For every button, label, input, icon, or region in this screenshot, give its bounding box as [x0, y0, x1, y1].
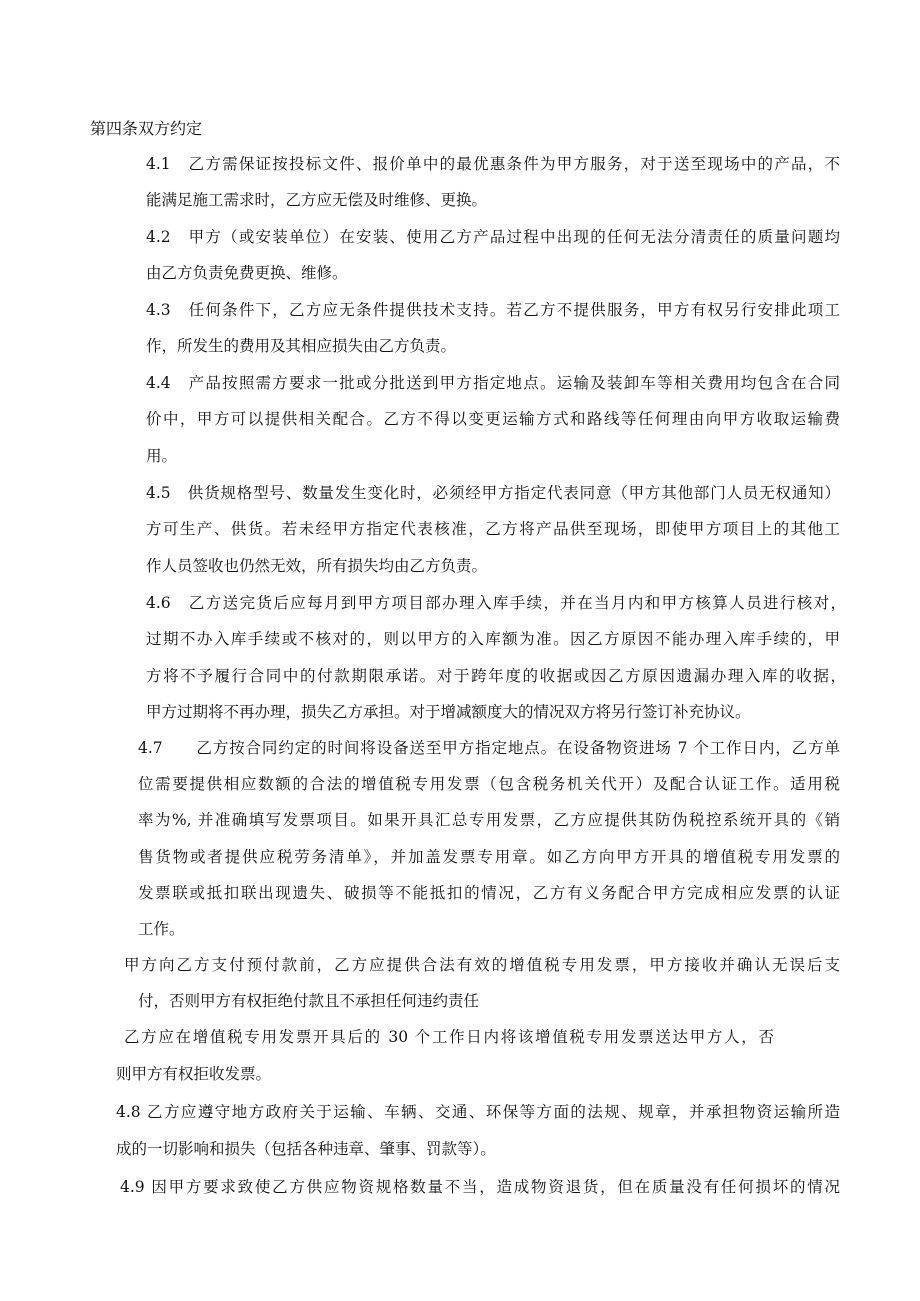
clause-4-7-line-3: 率为%, 并准确填写发票项目。如果开具汇总专用发票，乙方应提供其防伪税控系统开具的《销	[138, 811, 840, 829]
clause-4-1-line-2: 能满足施工需求时，乙方应无偿及时维修、更换。	[146, 191, 488, 209]
clause-4-5-line-1: 4.5 供货规格型号、数量发生变化时，必须经甲方指定代表同意（甲方其他部门人员无权通知）	[146, 484, 840, 502]
clause-4-7-line-6: 工作。	[138, 920, 185, 938]
invoice-delivery-line-2: 则甲方有权拒收发票。	[116, 1065, 272, 1083]
clause-4-6-line-2: 过期不办入库手续或不核对的，则以甲方的入库额为准。因乙方原因不能办理入库手续的，甲	[146, 630, 840, 648]
clause-4-6-line-4: 甲方过期将不再办理，损失乙方承担。对于增减额度大的情况双方将另行签订补充协议。	[146, 703, 751, 721]
clause-4-1-line-1: 4.1 乙方需保证按投标文件、报价单中的最优惠条件为甲方服务，对于送至现场中的产品，不	[146, 155, 840, 173]
section-heading: 第四条双方约定	[90, 119, 203, 138]
clause-4-7-line-2: 位需要提供相应数额的合法的增值税专用发票（包含税务机关代开）及配合认证工作。适用税	[138, 775, 840, 793]
clause-4-7-line-5: 发票联或抵扣联出现遗失、破损等不能抵扣的情况，乙方有义务配合甲方完成相应发票的认证	[138, 884, 840, 902]
clause-4-4-line-1: 4.4 产品按照需方要求一批或分批送到甲方指定地点。运输及装卸车等相关费用均包含在合同	[146, 374, 840, 392]
prepayment-line-2: 付，否则甲方有权拒绝付款且不承担任何违约责任	[138, 992, 480, 1010]
clause-4-7-line-4: 售货物或者提供应税劳务清单》，并加盖发票专用章。如乙方向甲方开具的增值税专用发票的	[138, 848, 840, 866]
prepayment-line-1: 甲方向乙方支付预付款前，乙方应提供合法有效的增值税专用发票，甲方接收并确认无误后支	[124, 956, 840, 974]
clause-4-2-line-2: 由乙方负责免费更换、维修。	[146, 264, 348, 282]
clause-4-3-line-1: 4.3 任何条件下，乙方应无条件提供技术支持。若乙方不提供服务，甲方有权另行安排此项工	[146, 301, 840, 319]
clause-4-2-line-1: 4.2 甲方（或安装单位）在安装、使用乙方产品过程中出现的任何无法分清责任的质量问题均	[146, 228, 840, 246]
clause-4-5-line-2: 方可生产、供货。若未经甲方指定代表核准，乙方将产品供至现场，即使甲方项目上的其他工	[146, 520, 840, 538]
clause-4-9-line-1: 4.9 因甲方要求致使乙方供应物资规格数量不当，造成物资退货，但在质量没有任何损坏的情况	[120, 1178, 840, 1196]
clause-4-3-line-2: 作，所发生的费用及其相应损失由乙方负责。	[146, 337, 457, 355]
clause-4-4-line-2: 价中，甲方可以提供相关配合。乙方不得以变更运输方式和路线等任何理由向甲方收取运输费	[146, 410, 840, 428]
clause-4-8-line-1: 4.8 乙方应遵守地方政府关于运输、车辆、交通、环保等方面的法规、规章，并承担物资运输所造	[116, 1103, 840, 1121]
invoice-delivery-line-1: 乙方应在增值税专用发票开具后的 30 个工作日内将该增值税专用发票送达甲方人，否	[124, 1028, 774, 1046]
clause-4-6-line-1: 4.6 乙方送完货后应每月到甲方项目部办理入库手续，并在当月内和甲方核算人员进行核对，	[146, 594, 846, 612]
clause-4-5-line-3: 作人员签收也仍然无效，所有损失均由乙方负责。	[146, 557, 488, 575]
clause-4-8-line-2: 成的一切影响和损失（包括各种违章、肇事、罚款等）。	[116, 1140, 496, 1158]
clause-4-6-line-3: 方将不予履行合同中的付款期限承诺。对于跨年度的收据或因乙方原因遗漏办理入库的收据，	[146, 667, 846, 685]
clause-4-4-line-3: 用。	[146, 447, 178, 465]
clause-4-7-line-1: 4.7 乙方按合同约定的时间将设备送至甲方指定地点。在设备物资进场 7 个工作日内，乙方单	[138, 739, 840, 757]
